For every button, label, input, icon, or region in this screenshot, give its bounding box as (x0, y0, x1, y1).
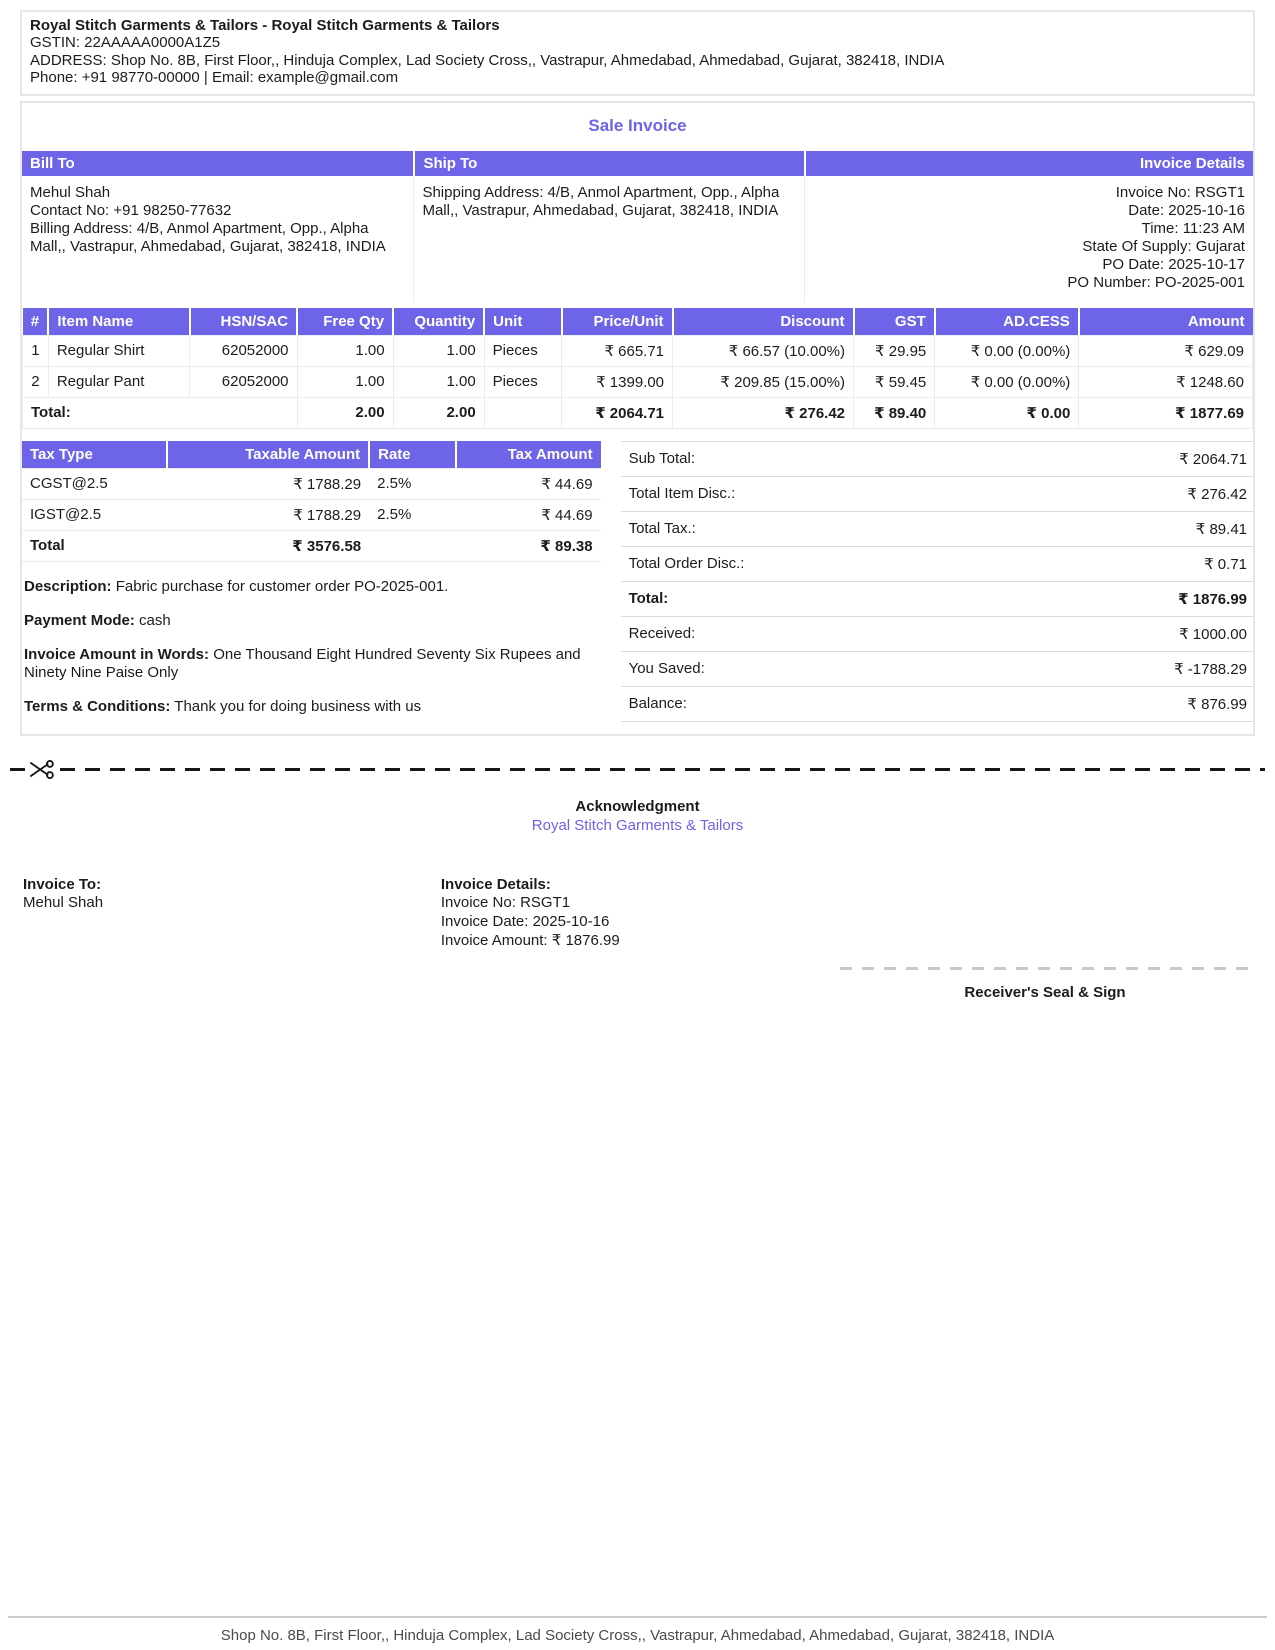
item-row (23, 335, 1253, 366)
ack-invoice-details (441, 876, 1252, 951)
item-row (23, 366, 1253, 397)
item-index: 1 (23, 335, 49, 366)
summary-value: ₹ 276.42 (1187, 485, 1247, 503)
summary-panel (621, 441, 1253, 722)
invoice-no: Invoice No: RSGT1 (1115, 183, 1245, 201)
ship-to-header: Ship To (413, 151, 803, 176)
col-tax-amount: Tax Amount (456, 441, 601, 469)
item-discount: ₹ 66.57 (10.00%) (673, 335, 854, 366)
item-adcess: ₹ 0.00 (0.00%) (935, 335, 1079, 366)
bill-to-name: Mehul Shah (30, 183, 111, 201)
col-price: Price/Unit (562, 308, 673, 336)
ack-invoice-to-name: Mehul Shah (23, 894, 104, 912)
amount-words-note (24, 646, 599, 682)
col-adcess: AD.CESS (935, 308, 1079, 336)
acknowledgment-company: Royal Stitch Garments & Tailors (531, 816, 744, 834)
item-gst: ₹ 29.95 (854, 335, 935, 366)
tax-total-amount: ₹ 89.38 (456, 530, 601, 561)
col-quantity: Quantity (393, 308, 484, 336)
ship-to-address: Shipping Address: 4/B, Anmol Apartment, Opp., Alpha Mall,, Vastrapur, Ahmedabad, Gujarat, 382418, INDIA (422, 183, 780, 219)
summary-row (621, 512, 1253, 547)
total-price: ₹ 2064.71 (562, 397, 673, 428)
description-note (24, 578, 599, 596)
payment-mode-text: cash (139, 611, 171, 629)
invoice-time: Time: 11:23 AM (1141, 219, 1245, 237)
summary-label: Total: (628, 589, 669, 607)
acknowledgment-columns (23, 876, 1252, 951)
item-adcess: ₹ 0.00 (0.00%) (935, 366, 1079, 397)
summary-value: ₹ 2064.71 (1179, 450, 1247, 468)
item-price: ₹ 1399.00 (562, 366, 673, 397)
summary-row (621, 652, 1253, 687)
summary-value: ₹ 876.99 (1187, 695, 1247, 713)
tax-row (22, 468, 601, 499)
items-total-row (23, 397, 1253, 428)
invoice-title: Sale Invoice (588, 115, 687, 135)
invoice-date: Date: 2025-10-16 (1128, 201, 1245, 219)
amount-words-text: One Thousand Eight Hundred Seventy Six Rupees and Ninety Nine Paise Only (24, 645, 581, 681)
col-tax-type: Tax Type (22, 441, 167, 469)
po-number: PO Number: PO-2025-001 (1067, 273, 1245, 291)
summary-value: ₹ 89.41 (1195, 520, 1247, 538)
bill-to-contact: Contact No: +91 98250-77632 (30, 201, 232, 219)
bill-to-info (22, 176, 413, 302)
summary-row (621, 547, 1253, 582)
item-gst: ₹ 59.45 (854, 366, 935, 397)
invoice-details-header: Invoice Details (804, 151, 1253, 176)
tax-amount: ₹ 44.69 (456, 468, 601, 499)
company-name: Royal Stitch Garments & Tailors - Royal Stitch Garments & Tailors (30, 17, 500, 34)
ack-invoice-to-label: Invoice To: (23, 875, 102, 893)
lower-section (22, 441, 1253, 722)
receiver-seal-label: Receiver's Seal & Sign (964, 983, 1126, 1001)
item-unit: Pieces (484, 366, 562, 397)
tax-total-taxable: ₹ 3576.58 (167, 530, 369, 561)
summary-value: ₹ 0.71 (1204, 555, 1247, 573)
summary-label: You Saved: (628, 659, 705, 677)
item-free-qty: 1.00 (297, 366, 393, 397)
bill-to-address: Billing Address: 4/B, Anmol Apartment, Opp., Alpha Mall,, Vastrapur, Ahmedabad, Gujarat, 382418, INDIA (30, 219, 386, 255)
item-hsn: 62052000 (190, 366, 297, 397)
summary-label: Received: (628, 624, 696, 642)
total-free-qty: 2.00 (297, 397, 393, 428)
summary-row (621, 617, 1253, 652)
items-table (22, 308, 1253, 429)
col-unit: Unit (484, 308, 562, 336)
ack-invoice-to (23, 876, 441, 951)
tax-header-row (22, 441, 601, 469)
receiver-seal-block (840, 967, 1250, 1001)
item-hsn: 62052000 (190, 335, 297, 366)
ship-to-info (413, 176, 803, 302)
taxable-amount: ₹ 1788.29 (167, 468, 369, 499)
terms-note (24, 698, 599, 716)
tax-type: CGST@2.5 (22, 468, 167, 499)
col-hsn: HSN/SAC (190, 308, 297, 336)
payment-mode-note (24, 612, 599, 630)
ack-invoice-no: Invoice No: RSGT1 (440, 894, 571, 912)
item-discount: ₹ 209.85 (15.00%) (673, 366, 854, 397)
company-header (20, 10, 1255, 96)
company-address: ADDRESS: Shop No. 8B, First Floor,, Hinduja Complex, Lad Society Cross,, Vastrapur, Ahmedabad, Ahmedabad, Gujarat, 382418, INDIA (30, 51, 945, 69)
col-index: # (23, 308, 49, 336)
item-amount: ₹ 629.09 (1079, 335, 1253, 366)
acknowledgment-title: Acknowledgment (575, 797, 700, 815)
scissors-icon (26, 756, 58, 783)
item-amount: ₹ 1248.60 (1079, 366, 1253, 397)
item-price: ₹ 665.71 (562, 335, 673, 366)
item-free-qty: 1.00 (297, 335, 393, 366)
summary-label: Total Item Disc.: (628, 484, 736, 502)
party-header-bar (22, 151, 1253, 176)
tax-total-label: Total (22, 530, 167, 561)
ack-details-label: Invoice Details: (440, 875, 551, 893)
terms-label: Terms & Conditions: (24, 697, 171, 715)
ack-invoice-amount: Invoice Amount: ₹ 1876.99 (440, 931, 620, 949)
tax-and-notes (22, 441, 601, 716)
summary-label: Total Tax.: (628, 519, 696, 537)
party-info (22, 176, 1253, 302)
tax-total-rate (369, 530, 456, 561)
item-name: Regular Shirt (48, 335, 190, 366)
col-taxable-amount: Taxable Amount (167, 441, 369, 469)
taxable-amount: ₹ 1788.29 (167, 499, 369, 530)
total-adcess: ₹ 0.00 (935, 397, 1079, 428)
tax-total-row (22, 530, 601, 561)
total-amount: ₹ 1877.69 (1079, 397, 1253, 428)
item-index: 2 (23, 366, 49, 397)
tax-table (22, 441, 601, 562)
item-quantity: 1.00 (393, 335, 484, 366)
total-gst: ₹ 89.40 (854, 397, 935, 428)
cut-line (10, 768, 1265, 771)
footer-address: Shop No. 8B, First Floor,, Hinduja Complex, Lad Society Cross,, Vastrapur, Ahmedabad, Ahmedabad, Gujarat, 382418, INDIA (8, 1616, 1267, 1644)
payment-mode-label: Payment Mode: (24, 611, 135, 629)
col-item-name: Item Name (48, 308, 190, 336)
bill-to-header: Bill To (30, 154, 75, 172)
ack-invoice-date: Invoice Date: 2025-10-16 (440, 913, 610, 931)
item-unit: Pieces (484, 335, 562, 366)
tax-rate: 2.5% (369, 499, 456, 530)
invoice-details-info (804, 176, 1253, 302)
col-gst: GST (854, 308, 935, 336)
summary-total-row (621, 582, 1253, 617)
items-header-row (23, 308, 1253, 336)
summary-row (621, 441, 1253, 477)
summary-value: ₹ 1000.00 (1179, 625, 1247, 643)
item-quantity: 1.00 (393, 366, 484, 397)
company-gstin: GSTIN: 22AAAAA0000A1Z5 (30, 34, 221, 52)
tax-row (22, 499, 601, 530)
col-discount: Discount (673, 308, 854, 336)
terms-text: Thank you for doing business with us (174, 697, 422, 715)
summary-row (621, 477, 1253, 512)
signature-line (840, 967, 1250, 970)
summary-value: ₹ -1788.29 (1174, 660, 1247, 678)
tax-type: IGST@2.5 (22, 499, 167, 530)
invoice-body (20, 101, 1255, 736)
items-total-label: Total: (23, 397, 298, 428)
tax-amount: ₹ 44.69 (456, 499, 601, 530)
total-unit (484, 397, 562, 428)
company-contact: Phone: +91 98770-00000 | Email: example@gmail.com (30, 69, 399, 87)
item-name: Regular Pant (48, 366, 190, 397)
summary-label: Balance: (628, 694, 687, 712)
amount-words-label: Invoice Amount in Words: (24, 645, 210, 663)
summary-label: Sub Total: (628, 449, 696, 467)
col-free-qty: Free Qty (297, 308, 393, 336)
state-of-supply: State Of Supply: Gujarat (1082, 237, 1245, 255)
col-amount: Amount (1079, 308, 1253, 336)
description-text: Fabric purchase for customer order PO-2025-001. (115, 577, 449, 595)
description-label: Description: (24, 577, 112, 595)
summary-value: ₹ 1876.99 (1178, 590, 1247, 608)
summary-row (621, 687, 1253, 722)
summary-label: Total Order Disc.: (628, 554, 745, 572)
po-date: PO Date: 2025-10-17 (1102, 255, 1245, 273)
total-discount: ₹ 276.42 (673, 397, 854, 428)
total-quantity: 2.00 (393, 397, 484, 428)
tax-rate: 2.5% (369, 468, 456, 499)
col-rate: Rate (369, 441, 456, 469)
